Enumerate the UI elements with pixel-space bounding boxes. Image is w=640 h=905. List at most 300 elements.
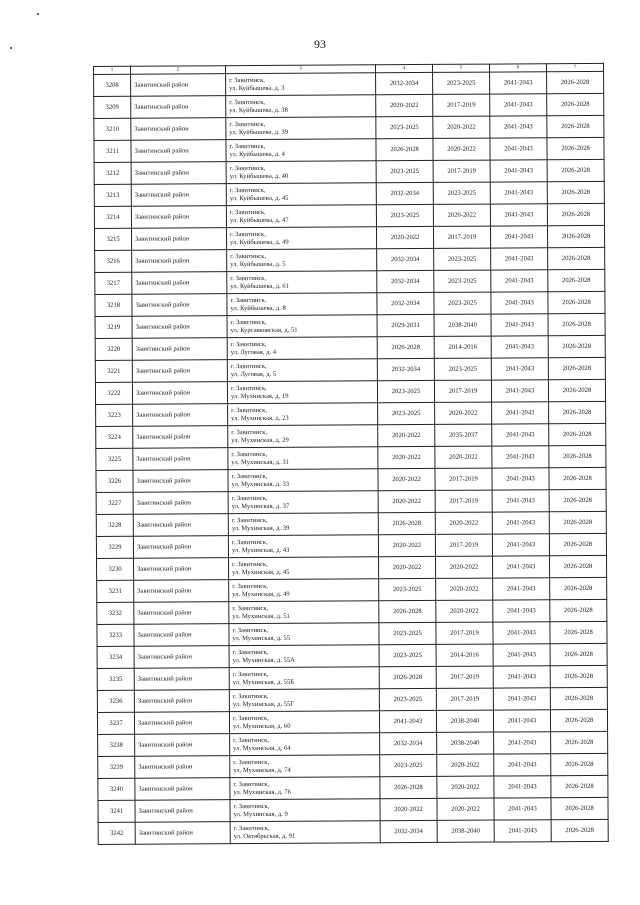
address-street: ул. Мухинская, д. 43 <box>231 546 290 554</box>
period-cell-7: 2026-2028 <box>551 753 608 775</box>
period-cell-5: 2017-2019 <box>433 94 490 116</box>
period-cell-4: 2023-2025 <box>379 688 436 710</box>
row-number: 3213 <box>94 184 131 206</box>
address-street: ул. Куйбышева, д. 39 <box>229 128 289 136</box>
address-cell <box>227 249 377 272</box>
period-cell-5: 2017-2019 <box>436 622 493 644</box>
address-street: ул. Октябрьская, д. 91 <box>233 832 296 840</box>
district-cell: Завитинский район <box>133 448 228 471</box>
row-number: 3221 <box>95 360 132 382</box>
period-cell-6: 2041-2043 <box>494 776 551 798</box>
period-cell-5: 2020-2022 <box>433 204 490 226</box>
address-street: ул. Куйбышева, д. 5 <box>230 260 286 268</box>
period-cell-7: 2026-2028 <box>548 379 605 401</box>
address-city: г. Завитинск, <box>232 692 269 701</box>
period-cell-6: 2041-2043 <box>491 270 548 292</box>
address-street: ул. Куйбышева, д. 47 <box>229 216 289 224</box>
period-cell-5: 2020-2022 <box>435 446 492 468</box>
table-row <box>97 709 607 734</box>
address-city: г. Завитинск, <box>232 582 269 591</box>
period-cell-7: 2026-2028 <box>549 533 606 555</box>
table-row <box>97 643 607 668</box>
address-city: г. Завитинск, <box>233 780 270 789</box>
period-cell-4: 2023-2025 <box>376 204 433 226</box>
period-cell-7: 2026-2028 <box>547 203 604 225</box>
row-number: 3217 <box>95 272 132 294</box>
table-row <box>96 489 606 514</box>
address-street: ул. Мухинская, д. 29 <box>231 436 289 444</box>
table-row <box>95 379 605 404</box>
period-cell-7: 2026-2028 <box>550 555 607 577</box>
table-row <box>94 137 604 162</box>
period-cell-5: 2020-2022 <box>435 402 492 424</box>
period-cell-7: 2026-2028 <box>550 577 607 599</box>
district-cell: Завитинский район <box>134 690 229 713</box>
period-cell-4: 2020-2022 <box>378 446 435 468</box>
row-number: 3211 <box>94 140 131 162</box>
district-cell: Завитинский район <box>135 778 230 801</box>
period-cell-5: 2023-2025 <box>434 248 491 270</box>
period-cell-7: 2026-2028 <box>547 93 604 115</box>
period-cell-7: 2026-2028 <box>547 137 604 159</box>
row-number: 3214 <box>94 206 131 228</box>
period-cell-7: 2026-2028 <box>547 225 604 247</box>
period-cell-4: 2020-2022 <box>378 490 435 512</box>
period-cell-5: 2023-2025 <box>433 72 490 94</box>
period-cell-4: 2029-2031 <box>377 314 434 336</box>
row-number: 3208 <box>94 74 131 96</box>
address-city: г. Завитинск, <box>232 714 269 723</box>
period-cell-6: 2041-2043 <box>490 160 547 182</box>
district-cell: Завитинский район <box>131 162 226 185</box>
district-cell: Завитинский район <box>134 602 229 625</box>
row-number: 3235 <box>97 668 134 690</box>
address-city: г. Завитинск, <box>229 76 265 85</box>
address-city: г. Завитинск, <box>230 296 267 305</box>
address-cell <box>230 799 380 822</box>
district-cell: Завитинский район <box>134 580 229 603</box>
period-cell-5: 2023-2025 <box>434 358 491 380</box>
margin-dot <box>10 47 12 49</box>
period-cell-7: 2026-2028 <box>549 467 606 489</box>
row-number: 3234 <box>97 646 134 668</box>
period-cell-6: 2041-2043 <box>492 534 549 556</box>
row-number: 3223 <box>96 404 133 426</box>
address-street: ул. Курсавковская, д. 51 <box>230 326 298 334</box>
period-cell-7: 2026-2028 <box>549 489 606 511</box>
address-city: г. Завитинск, <box>230 340 267 349</box>
address-cell <box>226 161 376 184</box>
period-cell-4: 2041-2043 <box>379 710 436 732</box>
row-number: 3232 <box>97 602 134 624</box>
period-cell-7: 2026-2028 <box>550 621 607 643</box>
address-cell <box>229 711 379 734</box>
address-cell <box>226 227 376 250</box>
column-number: 1 <box>94 66 131 74</box>
table-row <box>97 621 607 646</box>
row-number: 3228 <box>96 514 133 536</box>
table-row <box>96 511 606 536</box>
table-row <box>95 357 605 382</box>
period-cell-6: 2041-2043 <box>493 578 550 600</box>
district-cell: Завитинский район <box>132 338 227 361</box>
period-cell-4: 2023-2025 <box>379 578 436 600</box>
district-cell: Завитинский район <box>131 228 226 251</box>
address-city: г. Завитинск, <box>233 824 270 833</box>
period-cell-5: 2023-2025 <box>433 182 490 204</box>
address-street: ул. Мухинская, д. 23 <box>231 414 289 422</box>
address-street: ул. Мухинская, д. 64 <box>233 744 291 752</box>
address-street: ул. Мухинская, д. 55А <box>232 656 295 664</box>
period-cell-4: 2020-2022 <box>380 798 437 820</box>
period-cell-5: 2035-2037 <box>435 424 492 446</box>
period-cell-4: 2026-2028 <box>376 138 433 160</box>
period-cell-7: 2026-2028 <box>551 797 608 819</box>
period-cell-7: 2026-2028 <box>549 401 606 423</box>
period-cell-7: 2026-2028 <box>548 313 605 335</box>
district-cell: Завитинский район <box>131 118 226 141</box>
district-cell: Завитинский район <box>134 712 229 735</box>
period-cell-7: 2026-2028 <box>550 665 607 687</box>
address-cell <box>228 425 378 448</box>
address-cell <box>229 667 379 690</box>
address-city: г. Завитинск, <box>232 626 269 635</box>
address-street: ул. Мухинская, д. 19 <box>230 392 289 400</box>
address-street: ул. Мухинская, д. 37 <box>231 502 290 510</box>
address-city: г. Завитинск, <box>230 384 267 393</box>
address-city: г. Завитинск, <box>233 758 270 767</box>
period-cell-6: 2041-2043 <box>492 446 549 468</box>
period-cell-6: 2041-2043 <box>490 72 547 94</box>
period-cell-6: 2041-2043 <box>494 754 551 776</box>
district-cell: Завитинский район <box>131 96 226 119</box>
period-cell-7: 2026-2028 <box>549 445 606 467</box>
district-cell: Завитинский район <box>131 184 226 207</box>
address-street: ул. Мухинская, д. 9 <box>233 810 288 818</box>
period-cell-6: 2041-2043 <box>493 710 550 732</box>
period-cell-7: 2026-2028 <box>550 709 607 731</box>
capital-repair-schedule-table <box>93 63 609 845</box>
address-city: г. Завитинск, <box>231 472 268 481</box>
period-cell-5: 2038-2040 <box>436 710 493 732</box>
address-cell <box>229 579 379 602</box>
row-number: 3229 <box>96 536 133 558</box>
row-number: 3241 <box>98 800 135 822</box>
address-street: ул. Мухинская, д. 39 <box>231 524 290 532</box>
district-cell: Завитинский район <box>133 492 228 515</box>
address-cell <box>226 73 376 96</box>
column-number: 7 <box>546 63 603 71</box>
margin-dot <box>37 13 39 15</box>
address-street: ул. Куйбышева, д. 38 <box>229 106 288 114</box>
address-cell <box>227 271 377 294</box>
row-number: 3209 <box>94 96 131 118</box>
address-cell <box>228 491 378 514</box>
period-cell-6: 2041-2043 <box>491 248 548 270</box>
period-cell-6: 2041-2043 <box>493 688 550 710</box>
address-city: г. Завитинск, <box>231 406 267 415</box>
address-street: ул. Мухинская, д. 76 <box>233 788 291 796</box>
period-cell-7: 2026-2028 <box>551 731 608 753</box>
address-street: ул. Мухинская, д. 55 <box>232 634 291 642</box>
row-number: 3236 <box>97 690 134 712</box>
table-row <box>96 401 606 426</box>
period-cell-4: 2023-2025 <box>379 622 436 644</box>
period-cell-5: 2017-2019 <box>435 534 492 556</box>
row-number: 3239 <box>98 756 135 778</box>
address-cell <box>226 95 376 118</box>
period-cell-4: 2026-2028 <box>380 776 437 798</box>
row-number: 3242 <box>98 822 135 844</box>
address-street: ул. Куйбышева, д. 3 <box>229 84 285 92</box>
address-cell <box>230 821 380 844</box>
period-cell-4: 2032-2034 <box>380 732 437 754</box>
address-street: ул. Луговая, д. 4 <box>230 348 277 356</box>
address-city: г. Завитинск, <box>232 560 268 569</box>
table-container <box>93 63 608 845</box>
table-row <box>94 115 604 140</box>
period-cell-6: 2041-2043 <box>493 644 550 666</box>
period-cell-4: 2026-2028 <box>378 512 435 534</box>
period-cell-5: 2020-2022 <box>437 776 494 798</box>
period-cell-4: 2023-2025 <box>379 644 436 666</box>
period-cell-4: 2020-2022 <box>376 94 433 116</box>
table-row <box>97 599 607 624</box>
address-cell <box>228 513 378 536</box>
address-city: г. Завитинск, <box>229 186 266 195</box>
period-cell-6: 2041-2043 <box>490 204 547 226</box>
period-cell-7: 2026-2028 <box>548 357 605 379</box>
row-number: 3219 <box>95 316 132 338</box>
district-cell: Завитинский район <box>133 404 228 427</box>
address-city: г. Завитинск, <box>229 208 266 217</box>
district-cell: Завитинский район <box>133 470 228 493</box>
period-cell-5: 2020-2022 <box>435 512 492 534</box>
row-number: 3215 <box>94 228 131 250</box>
row-number: 3224 <box>96 426 133 448</box>
period-cell-5: 2014-2016 <box>436 644 493 666</box>
district-cell: Завитинский район <box>132 382 227 405</box>
period-cell-6: 2041-2043 <box>493 622 550 644</box>
district-cell: Завитинский район <box>133 536 228 559</box>
period-cell-5: 2023-2025 <box>434 292 491 314</box>
period-cell-6: 2041-2043 <box>492 468 549 490</box>
address-city: г. Завитинск, <box>233 802 270 811</box>
period-cell-4: 2020-2022 <box>378 534 435 556</box>
address-cell <box>228 403 378 426</box>
period-cell-4: 2026-2028 <box>379 666 436 688</box>
address-city: г. Завитинск, <box>230 318 267 327</box>
address-cell <box>230 755 380 778</box>
address-city: г. Завитинск, <box>229 98 266 107</box>
district-cell: Завитинский район <box>134 646 229 669</box>
address-cell <box>226 183 376 206</box>
period-cell-7: 2026-2028 <box>550 643 607 665</box>
period-cell-6: 2041-2043 <box>493 600 550 622</box>
district-cell: Завитинский район <box>132 316 227 339</box>
district-cell: Завитинский район <box>131 140 226 163</box>
row-number: 3230 <box>97 558 134 580</box>
row-number: 3226 <box>96 470 133 492</box>
district-cell: Завитинский район <box>134 624 229 647</box>
period-cell-7: 2026-2028 <box>549 511 606 533</box>
column-number: 6 <box>489 64 546 72</box>
table-row <box>94 93 604 118</box>
period-cell-6: 2041-2043 <box>491 336 548 358</box>
period-cell-4: 2032-2034 <box>380 820 437 842</box>
period-cell-6: 2041-2043 <box>494 798 551 820</box>
column-number: 5 <box>432 64 489 72</box>
table-row <box>97 665 607 690</box>
table-row <box>98 797 608 822</box>
address-cell <box>229 689 379 712</box>
period-cell-7: 2026-2028 <box>548 247 605 269</box>
district-cell: Завитинский район <box>135 800 230 823</box>
table-row <box>97 577 607 602</box>
period-cell-5: 2017-2019 <box>435 490 492 512</box>
period-cell-5: 2017-2019 <box>433 160 490 182</box>
address-street: ул. Куйбышева, д. 49 <box>230 238 289 246</box>
table-row <box>98 775 608 800</box>
row-number: 3210 <box>94 118 131 140</box>
period-cell-6: 2041-2043 <box>490 116 547 138</box>
period-cell-5: 2020-2022 <box>433 116 490 138</box>
district-cell: Завитинский район <box>135 822 230 845</box>
table-row <box>94 203 604 228</box>
period-cell-5: 2038-2040 <box>437 732 494 754</box>
row-number: 3220 <box>95 338 132 360</box>
table-row <box>95 247 605 272</box>
period-cell-4: 2023-2025 <box>376 160 433 182</box>
period-cell-7: 2026-2028 <box>550 687 607 709</box>
period-cell-6: 2041-2043 <box>490 138 547 160</box>
address-city: г. Завитинск, <box>229 164 266 173</box>
address-cell <box>229 623 379 646</box>
period-cell-6: 2041-2043 <box>491 292 548 314</box>
period-cell-5: 2017-2019 <box>436 666 493 688</box>
column-number: 4 <box>375 64 432 72</box>
period-cell-5: 2020-2022 <box>437 798 494 820</box>
address-cell <box>226 117 376 140</box>
period-cell-6: 2041-2043 <box>491 358 548 380</box>
address-street: ул. Мухинская, д. 74 <box>233 766 291 774</box>
address-street: ул. Куйбышева, д. 4 <box>229 150 285 158</box>
period-cell-4: 2023-2025 <box>380 754 437 776</box>
table-row <box>97 687 607 712</box>
column-number: 2 <box>131 66 226 75</box>
district-cell: Завитинский район <box>131 206 226 229</box>
period-cell-5: 2017-2019 <box>433 226 490 248</box>
address-city: г. Завитинск, <box>231 428 268 437</box>
district-cell: Завитинский район <box>135 756 230 779</box>
address-street: ул. Мухинская, д. 49 <box>232 590 290 598</box>
table-row <box>97 555 607 580</box>
period-cell-4: 2020-2022 <box>378 468 435 490</box>
table-row <box>96 445 606 470</box>
address-cell <box>230 777 380 800</box>
table-row <box>96 533 606 558</box>
row-number: 3222 <box>95 382 132 404</box>
address-city: г. Завитинск, <box>230 362 267 371</box>
address-cell <box>229 645 379 668</box>
address-city: г. Завитинск, <box>231 450 268 459</box>
address-cell <box>226 139 376 162</box>
address-cell <box>227 337 377 360</box>
period-cell-4: 2020-2022 <box>376 226 433 248</box>
period-cell-4: 2032-2034 <box>377 358 434 380</box>
address-city: г. Завитинск, <box>231 494 268 503</box>
table-row <box>96 423 606 448</box>
period-cell-7: 2026-2028 <box>550 599 607 621</box>
period-cell-7: 2026-2028 <box>551 819 608 841</box>
address-street: ул. Мухинская, д. 55Б <box>232 678 295 686</box>
address-cell <box>230 733 380 756</box>
period-cell-5: 2017-2019 <box>434 380 491 402</box>
table-row <box>98 731 608 756</box>
district-cell: Завитинский район <box>135 734 230 757</box>
period-cell-6: 2041-2043 <box>491 314 548 336</box>
district-cell: Завитинский район <box>131 74 226 97</box>
table-row <box>94 159 604 184</box>
address-street: ул. Мухинская, д. 31 <box>231 458 289 466</box>
period-cell-6: 2041-2043 <box>493 666 550 688</box>
row-number: 3212 <box>94 162 131 184</box>
period-cell-4: 2026-2028 <box>379 600 436 622</box>
address-street: ул. Куйбышева, д. 45 <box>229 194 289 202</box>
period-cell-5: 2038-2040 <box>437 820 494 842</box>
period-cell-4: 2032-2034 <box>377 270 434 292</box>
row-number: 3216 <box>95 250 132 272</box>
address-cell <box>226 205 376 228</box>
district-cell: Завитинский район <box>134 668 229 691</box>
period-cell-6: 2041-2043 <box>490 182 547 204</box>
address-cell <box>227 381 377 404</box>
address-cell <box>227 315 377 338</box>
period-cell-4: 2032-2034 <box>377 248 434 270</box>
address-street: ул. Луговая, д. 5 <box>230 370 277 378</box>
address-street: ул. Мухинская, д. 51 <box>232 612 290 620</box>
address-cell <box>229 601 379 624</box>
address-street: ул. Мухинская, д. 60 <box>233 722 291 730</box>
row-number: 3227 <box>96 492 133 514</box>
address-city: г. Завитинск, <box>233 736 270 745</box>
address-street: ул. Куйбышева, д. 61 <box>230 282 289 290</box>
period-cell-4: 2032-2034 <box>376 182 433 204</box>
period-cell-5: 2020-2022 <box>436 578 493 600</box>
period-cell-7: 2026-2028 <box>547 71 604 93</box>
period-cell-4: 2023-2025 <box>376 116 433 138</box>
address-city: г. Завитинск, <box>230 274 267 283</box>
period-cell-5: 2017-2019 <box>436 688 493 710</box>
address-city: г. Завитинск, <box>232 670 269 679</box>
period-cell-5: 2020-2022 <box>436 600 493 622</box>
district-cell: Завитинский район <box>132 360 227 383</box>
table-row <box>94 225 604 250</box>
period-cell-6: 2041-2043 <box>492 424 549 446</box>
period-cell-6: 2041-2043 <box>492 402 549 424</box>
period-cell-5: 2020-2022 <box>436 556 493 578</box>
address-cell <box>228 469 378 492</box>
address-city: г. Завитинск, <box>231 516 268 525</box>
period-cell-7: 2026-2028 <box>548 291 605 313</box>
address-city: г. Завитинск, <box>231 538 268 547</box>
table-row <box>95 335 605 360</box>
table-row <box>98 819 608 844</box>
period-cell-4: 2026-2028 <box>377 336 434 358</box>
address-cell <box>229 557 379 580</box>
district-cell: Завитинский район <box>133 426 228 449</box>
period-cell-6: 2041-2043 <box>490 94 547 116</box>
